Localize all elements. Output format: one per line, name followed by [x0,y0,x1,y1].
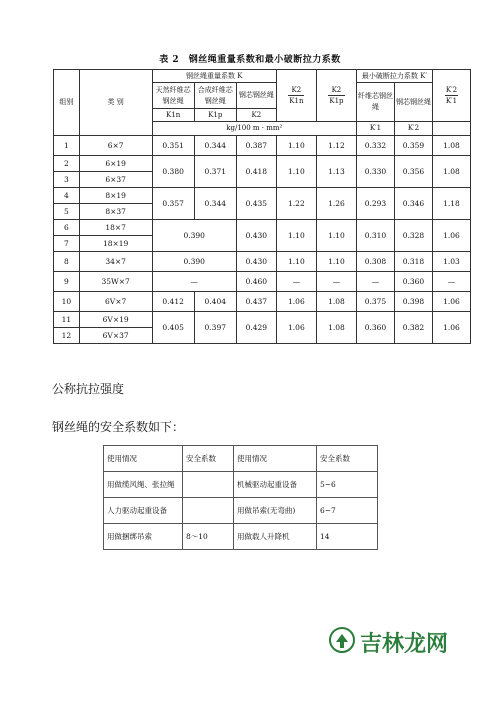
cell: 0.430 [236,220,276,252]
cell: 1.12 [316,136,356,156]
cell: 1.06 [432,220,470,252]
cell: 0.430 [236,252,276,272]
cell: 0.390 [152,252,236,272]
cell: 机械驱动起重设备 [234,472,317,498]
cell: 使用情况 [104,446,183,472]
cell: 6×7 [79,136,152,156]
cell [183,498,234,524]
cell: 0.375 [356,292,394,312]
cell: 1.06 [432,292,470,312]
cell: 使用情况 [234,446,317,472]
header-group: 组别 [54,70,80,136]
header-fiber-core: 天然纤维芯钢丝绳 [152,83,194,109]
header-weight-coef: 钢丝绳重量系数 K [152,70,276,83]
cell: 7 [54,236,80,252]
watermark-logo-icon [328,626,356,654]
cell: 1.08 [316,292,356,312]
unit-label: kg/100 m · mm² [152,122,356,136]
cell: 0.351 [152,136,194,156]
cell: 0.418 [236,156,276,188]
cell: 18×19 [79,236,152,252]
cell: 8×37 [79,204,152,220]
symbol-k1p: K1p [194,109,236,122]
cell: 0.404 [194,292,236,312]
cell: 1.10 [276,220,316,252]
cell: 0.460 [236,272,276,292]
safety-factor-table [103,445,378,550]
symbol-k2: K2 [236,109,276,122]
cell: 1.10 [276,136,316,156]
cell: 0.390 [152,220,236,252]
cell: 8×19 [79,188,152,204]
header-fiber-core-force: 纤维芯钢丝绳 [356,83,394,122]
cell: 安全系数 [183,446,234,472]
cell: 8 [54,252,80,272]
cell: 11 [54,312,80,328]
heading-tensile-strength: 公称抗拉强度 [52,382,125,396]
table-row [54,272,471,292]
cell: 0.405 [152,312,194,344]
cell: 12 [54,328,80,344]
cell: 0.360 [356,312,394,344]
cell: 0.346 [394,188,432,220]
cell: 1.08 [432,136,470,156]
cell: 0.356 [394,156,432,188]
cell: 1.06 [432,312,470,344]
cell: 0.435 [236,188,276,220]
cell: 1.10 [276,252,316,272]
table-row [104,524,378,550]
cell: 2 [54,156,80,172]
cell: 1.10 [316,220,356,252]
cell: 0.330 [356,156,394,188]
cell: 35W×7 [79,272,152,292]
symbol-k1n: K1n [152,109,194,122]
header-force-coef: 最小破断拉力系数 K′ [356,70,432,83]
table-row [54,252,471,272]
header-ratio-2: $\frac{K2}{K1p}$ [316,70,356,122]
header-steel-core: 钢芯钢丝绳 [236,83,276,109]
cell: 9 [54,272,80,292]
cell: 0.380 [152,156,194,188]
cell: — [356,272,394,292]
cell: 1.10 [276,156,316,188]
header-synthetic-core: 合成纤维芯钢丝绳 [194,83,236,109]
cell: 6 [54,220,80,236]
cell: 6~7 [317,498,378,524]
cell: 0.382 [394,312,432,344]
cell: 4 [54,188,80,204]
table-caption: 表 2 钢丝绳重量系数和最小破断拉力系数 [159,55,341,65]
cell: 5~6 [317,472,378,498]
cell: 0.437 [236,292,276,312]
cell: 34×7 [79,252,152,272]
cell: 6×37 [79,172,152,188]
symbol-k1-prime: K′1 [356,122,394,136]
cell: 10 [54,292,80,312]
cell: — [152,272,236,292]
cell: 14 [317,524,378,550]
cell: 1.08 [432,156,470,188]
cell: 0.308 [356,252,394,272]
cell: 0.332 [356,136,394,156]
cell: 6×19 [79,156,152,172]
watermark-text: 吉林龙网 [360,632,449,657]
cell: 0.371 [194,156,236,188]
cell: 1.03 [432,252,470,272]
header-category: 类 别 [79,70,152,136]
cell: 3 [54,172,80,188]
cell: 0.387 [236,136,276,156]
cell: 用做载人升降机 [234,524,317,550]
table-row [54,156,471,172]
cell: 用做吊索(无弯曲) [234,498,317,524]
cell [183,472,234,498]
cell: 1.06 [276,292,316,312]
table-row [54,136,471,156]
cell: 8～10 [183,524,234,550]
heading-safety-factor: 钢丝绳的安全系数如下： [52,420,185,434]
cell: 0.310 [356,220,394,252]
cell: 6V×37 [79,328,152,344]
cell: 0.293 [356,188,394,220]
header-ratio-3: $\frac{K'2}{K'1}$ [432,70,470,122]
table-row [104,498,378,524]
cell: 0.360 [394,272,432,292]
table-row [54,220,471,236]
cell: 1.06 [276,312,316,344]
table-row [54,292,471,312]
cell: — [432,272,470,292]
cell: 18×7 [79,220,152,236]
table-row [54,188,471,204]
cell: — [316,272,356,292]
coefficient-table [53,69,471,344]
cell: 6V×7 [79,292,152,312]
symbol-k2-prime: K′2 [394,122,432,136]
cell: 用做缆风绳、张拉绳 [104,472,183,498]
cell: 1.10 [316,252,356,272]
cell: 1.22 [276,188,316,220]
cell: 0.359 [394,136,432,156]
cell: 1.13 [316,156,356,188]
cell: 1 [54,136,80,156]
cell: 1.26 [316,188,356,220]
cell: — [276,272,316,292]
cell: 0.318 [394,252,432,272]
cell: 1.18 [432,188,470,220]
cell: 安全系数 [317,446,378,472]
cell: 0.344 [194,188,236,220]
header-steel-core-force: 钢芯钢丝绳 [394,83,432,122]
cell: 用做捆绑吊索 [104,524,183,550]
table-row [104,472,378,498]
cell: 0.357 [152,188,194,220]
cell: 6V×19 [79,312,152,328]
header-ratio-1: $\frac{K2}{K1n}$ [276,70,316,122]
cell: 1.08 [316,312,356,344]
table-row [54,312,471,328]
table-row [104,446,378,472]
cell: 0.412 [152,292,194,312]
cell: 5 [54,204,80,220]
cell: 0.328 [394,220,432,252]
cell: 0.398 [394,292,432,312]
cell: 0.429 [236,312,276,344]
cell: 人力驱动起重设备 [104,498,183,524]
cell: 0.344 [194,136,236,156]
cell: 0.397 [194,312,236,344]
